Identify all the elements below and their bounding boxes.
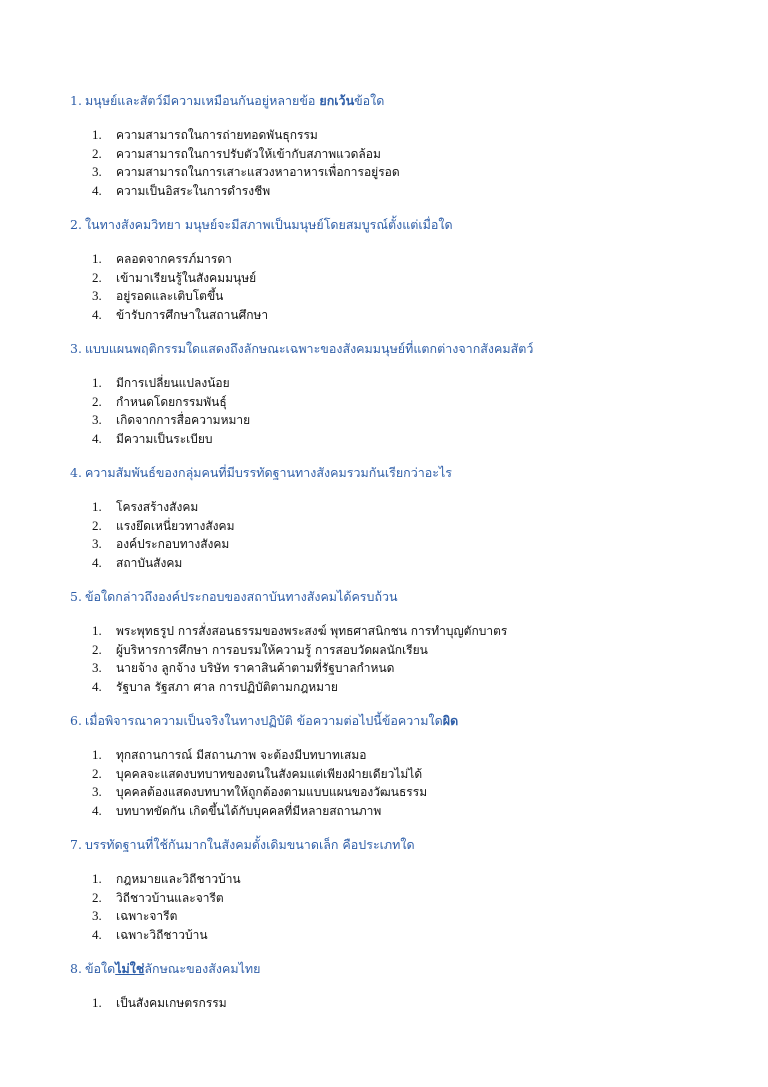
option-item (70, 783, 728, 802)
option-number: 3. (92, 164, 102, 179)
question-block (70, 340, 728, 448)
options-list (70, 870, 728, 944)
question-text: ข้อใด (84, 961, 116, 976)
option-item (70, 765, 728, 784)
option-text: ความเป็นอิสระในการดำรงชีพ (116, 183, 271, 198)
options-list (70, 374, 728, 448)
question-title (70, 836, 728, 854)
option-number: 3. (92, 660, 102, 675)
option-number: 2. (92, 517, 102, 533)
option-text: ข้ารับการศึกษาในสถานศึกษา (116, 307, 269, 322)
question-number: 3. (70, 341, 82, 356)
question-text: ความสัมพันธ์ของกลุ่มคนที่มีบรรทัดฐานทางสังคมรวมกันเรียกว่าอะไร (84, 465, 452, 480)
option-number: 3. (92, 288, 102, 303)
question-title (70, 92, 728, 110)
question-text: บรรทัดฐานที่ใช้กันมากในสังคมดั้งเดิมขนาดเล็ก คือประเภทใด (84, 837, 415, 852)
options-list (70, 250, 728, 324)
option-text: บทบาทขัดกัน เกิดขึ้นได้กับบุคคลที่มีหลายสถานภาพ (116, 803, 382, 818)
question-block (70, 960, 728, 1013)
option-item (70, 889, 728, 908)
question-block (70, 588, 728, 696)
option-number: 2. (92, 641, 102, 657)
option-number: 3. (92, 412, 102, 427)
option-item (70, 926, 728, 945)
question-block (70, 92, 728, 200)
option-item (70, 411, 728, 430)
option-item (70, 678, 728, 697)
option-number: 2. (92, 765, 102, 781)
option-item (70, 641, 728, 660)
option-text: ทุกสถานการณ์ มีสถานภาพ จะต้องมีบทบาทเสมอ (116, 748, 367, 762)
option-item (70, 393, 728, 412)
option-text: สถาบันสังคม (116, 555, 183, 570)
question-number: 1. (70, 93, 82, 108)
option-number: 3. (92, 536, 102, 551)
option-number: 4. (92, 554, 102, 570)
question-number: 8. (70, 961, 82, 976)
options-list (70, 994, 728, 1013)
question-number: 6. (70, 713, 82, 728)
option-text: นายจ้าง ลูกจ้าง บริษัท ราคาสินค้าตามที่รัฐบาลกำหนด (116, 661, 395, 675)
option-number: 3. (92, 784, 102, 799)
question-number: 5. (70, 589, 82, 604)
option-text: ความสามารถในการถ่ายทอดพันธุกรรม (116, 128, 318, 142)
option-item (70, 994, 728, 1013)
option-text: มีความเป็นระเบียบ (116, 431, 213, 446)
option-number: 1. (92, 499, 102, 514)
option-item (70, 430, 728, 449)
option-item (70, 498, 728, 517)
option-number: 4. (92, 430, 102, 446)
option-text: กฎหมายและวิถีชาวบ้าน (116, 872, 241, 886)
option-text: เฉพาะวิถีชาวบ้าน (116, 927, 208, 942)
options-list (70, 746, 728, 820)
question-title (70, 588, 728, 606)
option-number: 3. (92, 908, 102, 923)
option-text: กำหนดโดยกรรมพันธุ์ (116, 394, 227, 409)
option-number: 1. (92, 747, 102, 762)
option-number: 4. (92, 802, 102, 818)
question-text: แบบแผนพฤติกรรมใดแสดงถึงลักษณะเฉพาะของสังคมมนุษย์ที่แตกต่างจากสังคมสัตว์ (84, 341, 534, 356)
option-item (70, 746, 728, 765)
question-text: ในทางสังคมวิทยา มนุษย์จะมีสภาพเป็นมนุษย์โดยสมบูรณ์ตั้งแต่เมื่อใด (84, 217, 453, 232)
option-item (70, 163, 728, 182)
option-item (70, 269, 728, 288)
option-item (70, 287, 728, 306)
question-block (70, 464, 728, 572)
question-block (70, 836, 728, 944)
option-number: 4. (92, 926, 102, 942)
question-title (70, 960, 728, 978)
option-number: 1. (92, 375, 102, 390)
option-text: มีการเปลี่ยนแปลงน้อย (116, 376, 230, 390)
question-number: 2. (70, 217, 82, 232)
option-number: 1. (92, 871, 102, 886)
option-text: เกิดจากการสื่อความหมาย (116, 413, 251, 427)
question-emphasis: ผิด (442, 713, 459, 728)
options-list (70, 126, 728, 200)
question-text: มนุษย์และสัตว์มีความเหมือนกันอยู่หลายข้อ (84, 93, 320, 108)
option-item (70, 145, 728, 164)
question-title (70, 340, 728, 358)
option-item (70, 250, 728, 269)
question-number: 7. (70, 837, 82, 852)
question-title (70, 216, 728, 234)
option-text: วิถีชาวบ้านและจารีต (116, 890, 224, 905)
option-item (70, 306, 728, 325)
question-text-after: ข้อใด (354, 93, 385, 108)
question-title (70, 464, 728, 482)
option-text: อยู่รอดและเติบโตขึ้น (116, 289, 224, 303)
option-number: 2. (92, 269, 102, 285)
option-text: ผู้บริหารการศึกษา การอบรมให้ความรู้ การสอบวัดผลนักเรียน (116, 642, 428, 657)
question-block (70, 216, 728, 324)
option-number: 2. (92, 889, 102, 905)
question-text: เมื่อพิจารณาความเป็นจริงในทางปฏิบัติ ข้อความต่อไปนี้ข้อความใด (84, 713, 443, 728)
option-text: คลอดจากครรภ์มารดา (116, 252, 232, 266)
option-item (70, 802, 728, 821)
option-number: 4. (92, 306, 102, 322)
option-text: แรงยึดเหนี่ยวทางสังคม (116, 518, 235, 533)
option-text: บุคคลต้องแสดงบทบาทให้ถูกต้องตามแบบแผนของวัฒนธรรม (116, 785, 428, 799)
option-text: ความสามารถในการปรับตัวให้เข้ากับสภาพแวดล้อม (116, 146, 381, 161)
option-number: 1. (92, 995, 102, 1010)
option-item (70, 517, 728, 536)
option-item (70, 374, 728, 393)
question-emphasis: ไม่ใช่ (115, 961, 145, 976)
option-number: 2. (92, 393, 102, 409)
question-number: 4. (70, 465, 82, 480)
option-number: 1. (92, 127, 102, 142)
option-item (70, 535, 728, 554)
option-item (70, 554, 728, 573)
option-text: ความสามารถในการเสาะแสวงหาอาหารเพื่อการอยู่รอด (116, 165, 400, 179)
option-item (70, 622, 728, 641)
option-item (70, 907, 728, 926)
option-text: โครงสร้างสังคม (116, 500, 199, 514)
option-text: เฉพาะจารีต (116, 909, 178, 923)
options-list (70, 622, 728, 696)
option-item (70, 870, 728, 889)
option-text: รัฐบาล รัฐสภา ศาล การปฏิบัติตามกฎหมาย (116, 679, 338, 694)
question-text-after: ลักษณะของสังคมไทย (144, 961, 261, 976)
option-text: องค์ประกอบทางสังคม (116, 537, 230, 551)
option-item (70, 126, 728, 145)
option-number: 1. (92, 623, 102, 638)
option-number: 4. (92, 182, 102, 198)
option-item (70, 182, 728, 201)
option-number: 2. (92, 145, 102, 161)
option-number: 1. (92, 251, 102, 266)
option-text: พระพุทธรูป การสั่งสอนธรรมของพระสงฆ์ พุทธศาสนิกชน การทำบุญตักบาตร (116, 624, 508, 638)
option-number: 4. (92, 678, 102, 694)
question-block (70, 712, 728, 820)
option-text: เข้ามาเรียนรู้ในสังคมมนุษย์ (116, 270, 257, 285)
question-text: ข้อใดกล่าวถึงองค์ประกอบของสถาบันทางสังคมได้ครบถ้วน (84, 589, 398, 604)
question-title (70, 712, 728, 730)
option-text: บุคคลจะแสดงบทบาทของตนในสังคมแต่เพียงฝ่ายเดียวไม่ได้ (116, 766, 423, 781)
options-list (70, 498, 728, 572)
option-text: เป็นสังคมเกษตรกรรม (116, 996, 227, 1010)
option-item (70, 659, 728, 678)
question-emphasis: ยกเว้น (319, 93, 355, 108)
